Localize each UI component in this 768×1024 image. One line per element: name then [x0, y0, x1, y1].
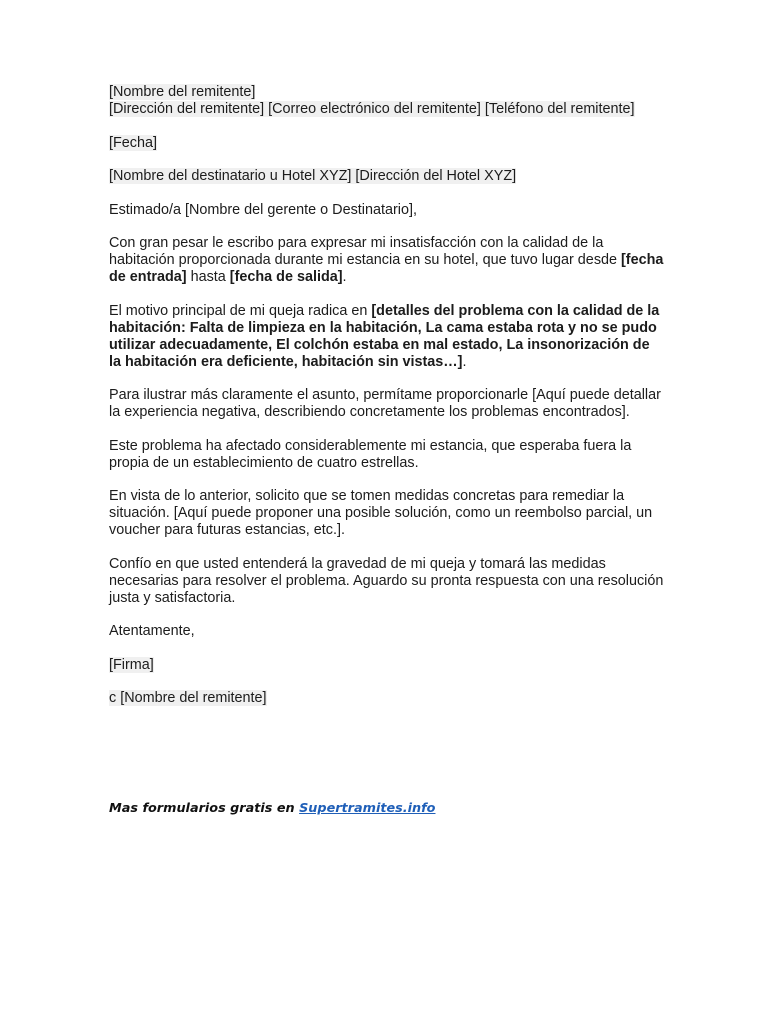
paragraph-6-text: Confío en que usted entenderá la gravedad de mi queja y tomará las medidas necesarias para resolver el problema. Aguardo su pronta respuesta con una resolución justa y satisfactoria. [109, 555, 664, 606]
sender-name-line [109, 690, 664, 707]
paragraph-5-text: En vista de lo anterior, solicito que se tomen medidas concretas para remediar la situación. [Aquí puede proponer una posible solución, como un reembolso parcial, un voucher para futuras estancias, etc.]. [109, 488, 653, 538]
paragraph-4-text: Este problema ha afectado considerablemente mi estancia, que esperaba fuera la propia de un establecimiento de cuatro estrellas. [109, 437, 632, 471]
date-line [109, 135, 664, 152]
checkout-date: [fecha de salida] [229, 269, 343, 285]
greeting [109, 202, 664, 219]
paragraph-2-end: . [462, 353, 467, 370]
sender-name: [Nombre del remitente] [109, 84, 256, 100]
sender-name-footer: c [Nombre del remitente] [109, 690, 267, 706]
paragraph-5 [109, 488, 664, 539]
checkin-date: [fecha de entrada] [109, 252, 664, 285]
problem-details: [detalles del problema con la calidad de la habitación: Falta de limpieza en la habitación, La cama estaba rota y no se pudo utilizar adecuadamente, El colchón estaba en mal estado, La insonorización de la habitación era deficiente, habitación sin vistas…] [109, 302, 660, 370]
paragraph-2-text: El motivo principal de mi queja radica en [109, 302, 372, 319]
closing [109, 623, 664, 640]
paragraph-3 [109, 387, 664, 421]
paragraph-1-text: Con gran pesar le escribo para expresar mi insatisfacción con la calidad de la habitación proporcionada durante mi estancia en su hotel, que tuvo lugar desde [109, 235, 622, 268]
signature: [Firma] [109, 656, 154, 673]
paragraph-2 [109, 303, 664, 371]
paragraph-4 [109, 438, 664, 472]
closing-text: Atentamente, [109, 623, 195, 639]
paragraph-3-text: Para ilustrar más claramente el asunto, permítame proporcionarle [Aquí puede detallar la experiencia negativa, describiendo concretamente los problemas encontrados]. [109, 387, 661, 420]
footer-note [109, 801, 435, 816]
recipient: [Nombre del destinatario u Hotel XYZ] [Dirección del Hotel XYZ] [109, 168, 517, 184]
paragraph-1 [109, 235, 664, 286]
paragraph-1-end: . [342, 269, 347, 285]
supertramites-link[interactable]: Supertramites.info [299, 801, 436, 816]
letter-body [109, 84, 664, 724]
signature-line [109, 657, 664, 674]
paragraph-6 [109, 556, 664, 607]
sender-contact: [Dirección del remitente] [Correo electrónico del remitente] [Teléfono del remitente] [109, 101, 635, 117]
footer-text: Mas formularios gratis en [109, 801, 300, 816]
recipient-line [109, 168, 664, 185]
date: [Fecha] [109, 134, 157, 151]
greeting-text: Estimado/a [Nombre del gerente o Destinatario], [109, 201, 417, 218]
paragraph-1-mid: hasta [186, 269, 230, 285]
sender-block [109, 84, 664, 118]
